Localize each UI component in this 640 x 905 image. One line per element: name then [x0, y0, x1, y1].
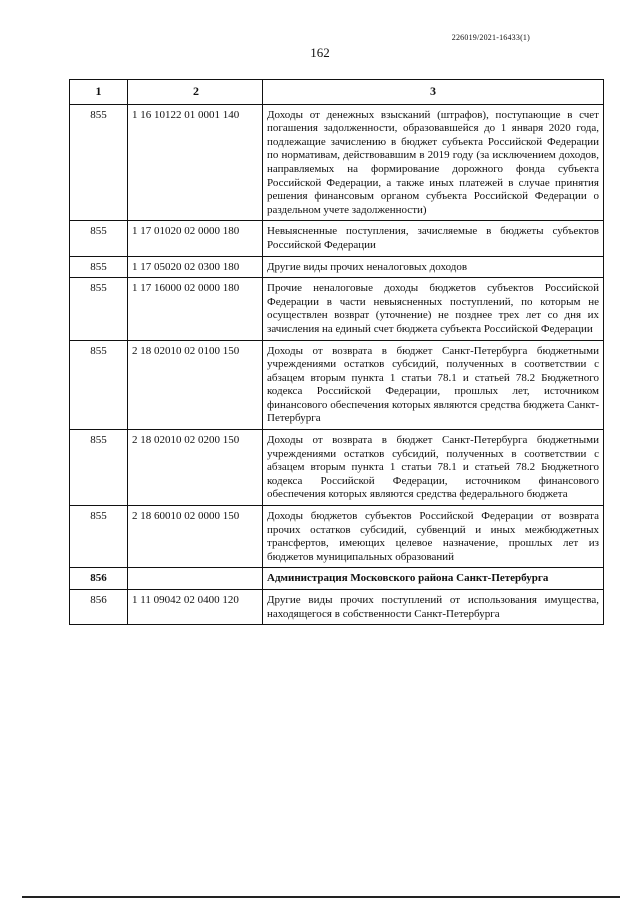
table-row [70, 104, 604, 221]
table-row [70, 430, 604, 506]
admin-code-cell: 855 [70, 221, 128, 256]
admin-code-cell: 856 [70, 568, 128, 590]
budget-code-cell: 1 16 10122 01 0001 140 [128, 104, 263, 221]
description-cell: Доходы от возврата в бюджет Санкт-Петербурга бюджетными учреждениями остатков субсидий, полученных в соответствии с абзацем вторым пункта 1 статьи 78.1 и статьей 78.2 Бюджетного кодекса Российской Федерации, прошлых лет, источником финансового обеспечения которых являются средства бюджета Санкт-Петербурга [263, 340, 604, 430]
admin-code-cell: 855 [70, 430, 128, 506]
admin-code-cell: 855 [70, 506, 128, 568]
table-header-row [70, 80, 604, 105]
document-registration-number: 226019/2021-16433(1) [451, 33, 530, 42]
description-cell: Прочие неналоговые доходы бюджетов субъектов Российской Федерации в части невыясненных поступлений, по которым не осуществлен возврат (уточнение) не позднее трех лет со дня их зачисления на единый счет бюджета субъекта Российской Федерации [263, 278, 604, 340]
admin-code-cell: 855 [70, 278, 128, 340]
page-number: 162 [310, 45, 330, 60]
column-header-3: 3 [263, 80, 604, 105]
budget-code-cell: 2 18 60010 02 0000 150 [128, 506, 263, 568]
budget-code-cell: 1 17 16000 02 0000 180 [128, 278, 263, 340]
budget-code-cell: 2 18 02010 02 0200 150 [128, 430, 263, 506]
table-row [70, 506, 604, 568]
administrator-name-cell: Администрация Московского района Санкт-Петербурга [263, 568, 604, 590]
admin-code-cell: 855 [70, 340, 128, 430]
admin-code-cell: 855 [70, 104, 128, 221]
column-header-2: 2 [128, 80, 263, 105]
description-cell: Другие виды прочих поступлений от использования имущества, находящегося в собственности Санкт-Петербурга [263, 590, 604, 625]
budget-code-cell [128, 568, 263, 590]
budget-code-cell: 1 11 09042 02 0400 120 [128, 590, 263, 625]
budget-code-cell: 1 17 01020 02 0000 180 [128, 221, 263, 256]
table-row [70, 590, 604, 625]
column-header-1: 1 [70, 80, 128, 105]
description-cell: Доходы от денежных взысканий (штрафов), поступающие в счет погашения задолженности, образовавшейся до 1 января 2020 года, подлежащие зачислению в бюджет субъекта Российской Федерации по нормативам, действовавшим в 2019 году (за исключением доходов, направляемых на формирование дорожного фонда субъекта Российской Федерации, а также иных платежей в случае принятия решения финансовым органом субъекта Российской Федерации о раздельном учете задолженности) [263, 104, 604, 221]
description-cell: Невыясненные поступления, зачисляемые в бюджеты субъектов Российской Федерации [263, 221, 604, 256]
administrator-heading-row [70, 568, 604, 590]
table-row [70, 256, 604, 278]
description-cell: Доходы бюджетов субъектов Российской Федерации от возврата прочих остатков субсидий, субвенций и иных межбюджетных трансфертов, имеющих целевое назначение, прошлых лет из бюджетов муниципальных образований [263, 506, 604, 568]
footer-rule [22, 896, 620, 898]
description-cell: Другие виды прочих неналоговых доходов [263, 256, 604, 278]
table-row [70, 278, 604, 340]
revenue-codes-table [69, 79, 604, 625]
admin-code-cell: 856 [70, 590, 128, 625]
table-row [70, 221, 604, 256]
admin-code-cell: 855 [70, 256, 128, 278]
budget-code-cell: 2 18 02010 02 0100 150 [128, 340, 263, 430]
description-cell: Доходы от возврата в бюджет Санкт-Петербурга бюджетными учреждениями остатков субсидий, полученных в соответствии с абзацем вторым пункта 1 статьи 78.1 и статьей 78.2 Бюджетного кодекса Российской Федерации, источником финансового обеспечения которых являются средства федерального бюджета [263, 430, 604, 506]
budget-code-cell: 1 17 05020 02 0300 180 [128, 256, 263, 278]
table-row [70, 340, 604, 430]
